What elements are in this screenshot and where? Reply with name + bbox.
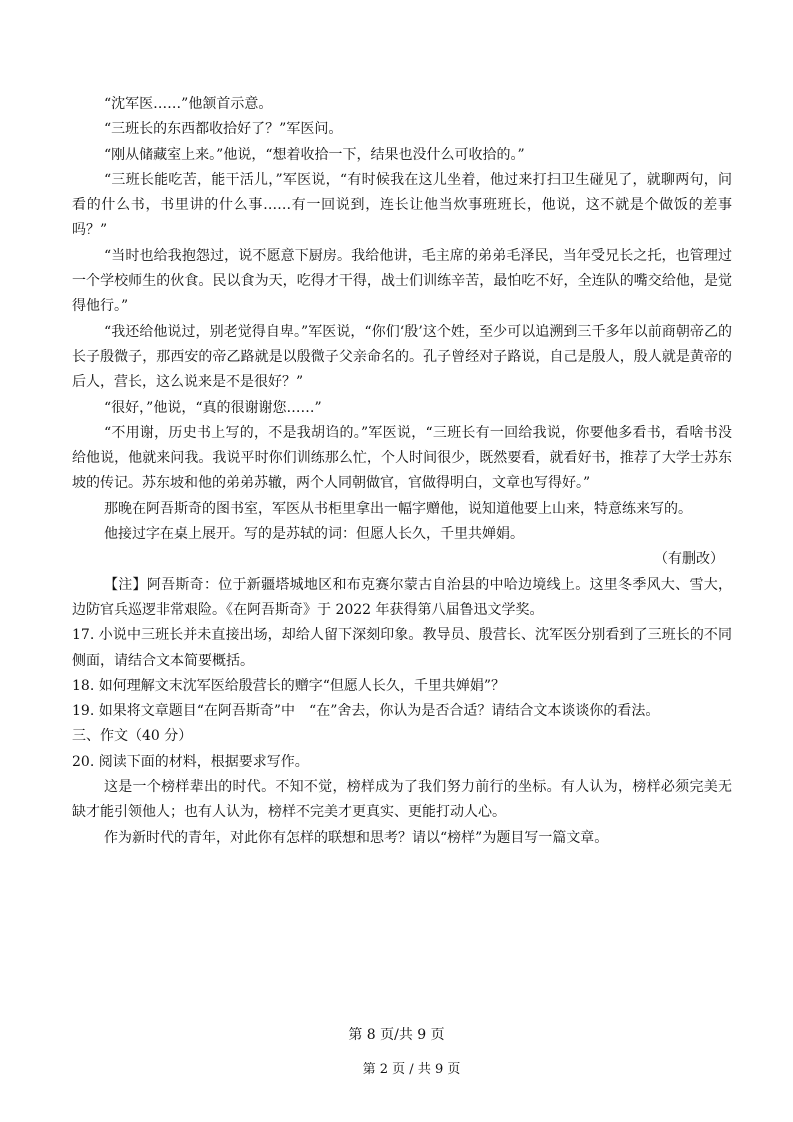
question-17 (72, 623, 732, 674)
question-20 (72, 750, 732, 775)
question-number: 18. (72, 677, 95, 694)
question-number: 19. (72, 703, 95, 720)
document-page (72, 92, 732, 851)
question-text: 小说中三班长并未直接出场，却给人留下深刻印象。教导员、殷营长、沈军医分别看到了三班长的不同侧面，请结合文本简要概括。 (72, 627, 733, 669)
essay-prompt: 阅读下面的材料，根据要求写作。 (98, 753, 309, 770)
story-paragraph: “不用谢，历史书上写的，不是我胡诌的。”军医说，“三班长有一回给我说，你要他多看书，看啥书没给他说，他就来问我。我说平时你们训练那么忙，个人时间很少，既然要看，就看好书，推荐了大学士苏东坡的传记。苏东坡和他的弟弟苏辙，两个人同朝做官，官做得明白，文章也写得好。” (72, 424, 732, 492)
story-paragraph: “三班长的东西都收拾好了？”军医问。 (104, 121, 343, 138)
question-number: 17. (72, 627, 95, 644)
source-note: （有删改） (654, 551, 724, 568)
question-19 (72, 699, 732, 724)
story-paragraph: “当时也给我抱怨过，说不愿意下厨房。我给他讲，毛主席的弟弟毛泽民，当年受兄长之托，也管理过一个学校师生的伙食。民以食为天，吃得才干得，战士们训练辛苦，最怕吃不好，全连队的嘴交给他，是觉得他行。” (72, 247, 732, 315)
question-text: 如果将文章题目“在阿吾斯奇”中 “在”舍去，你认为是否合适？请结合文本谈谈你的看法。 (98, 703, 660, 720)
story-paragraph: “我还给他说过，别老觉得自卑。”军医说，“你们‘殷’这个姓，至少可以追溯到三千多年以前商朝帝乙的长子殷微子，那西安的帝乙路就是以殷微子父亲命名的。孔子曾经对子路说，自己是殷人，殷人就是黄帝的后人，营长，这么说来是不是很好？” (72, 323, 732, 391)
story-paragraph: “沈军医……”他颔首示意。 (104, 96, 273, 112)
story-paragraph: “三班长能吃苦，能干活儿，”军医说，“有时候我在这儿坐着，他过来打扫卫生碰见了，就聊两句，问看的什么书，书里讲的什么事……有一回说到，连长让他当炊事班班长，他说，这不就是个做饭的差事吗？” (72, 171, 732, 239)
annotation-note: 【注】阿吾斯奇：位于新疆塔城地区和布克赛尔蒙古自治县的中哈边境线上。这里冬季风大、雪大，边防官兵巡逻非常艰险。《在阿吾斯奇》于 2022 年获得第八届鲁迅文学奖。 (72, 576, 732, 618)
inner-page-number: 第 8 页/共 9 页 (348, 1027, 445, 1043)
question-number: 20. (72, 753, 95, 770)
section-heading: 三、作文（40 分） (72, 728, 193, 745)
story-paragraph: 那晚在阿吾斯奇的图书室，军医从书柜里拿出一幅字赠他，说知道他要上山来，特意练来写的。 (104, 500, 692, 517)
essay-requirement: 作为新时代的青年，对此你有怎样的联想和思考？请以“榜样”为题目写一篇文章。 (104, 829, 609, 846)
question-text: 如何理解文末沈军医给殷营长的赠字“但愿人长久，千里共婵娟”？ (98, 677, 506, 694)
story-paragraph: “很好，”他说，“真的很谢谢您……” (104, 399, 322, 416)
essay-material: 这是一个榜样辈出的时代。不知不觉，榜样成为了我们努力前行的坐标。有人认为，榜样必须完美无缺才能引领他人；也有人认为，榜样不完美才更真实、更能打动人心。 (72, 779, 732, 821)
outer-page-number: 第 2 页 / 共 9 页 (362, 1062, 461, 1077)
question-18 (72, 674, 732, 699)
story-paragraph: 他接过字在桌上展开。写的是苏轼的词：但愿人长久，千里共婵娟。 (104, 526, 524, 543)
story-paragraph: “刚从储藏室上来。”他说，“想着收拾一下，结果也没什么可收拾的。” (104, 146, 525, 163)
